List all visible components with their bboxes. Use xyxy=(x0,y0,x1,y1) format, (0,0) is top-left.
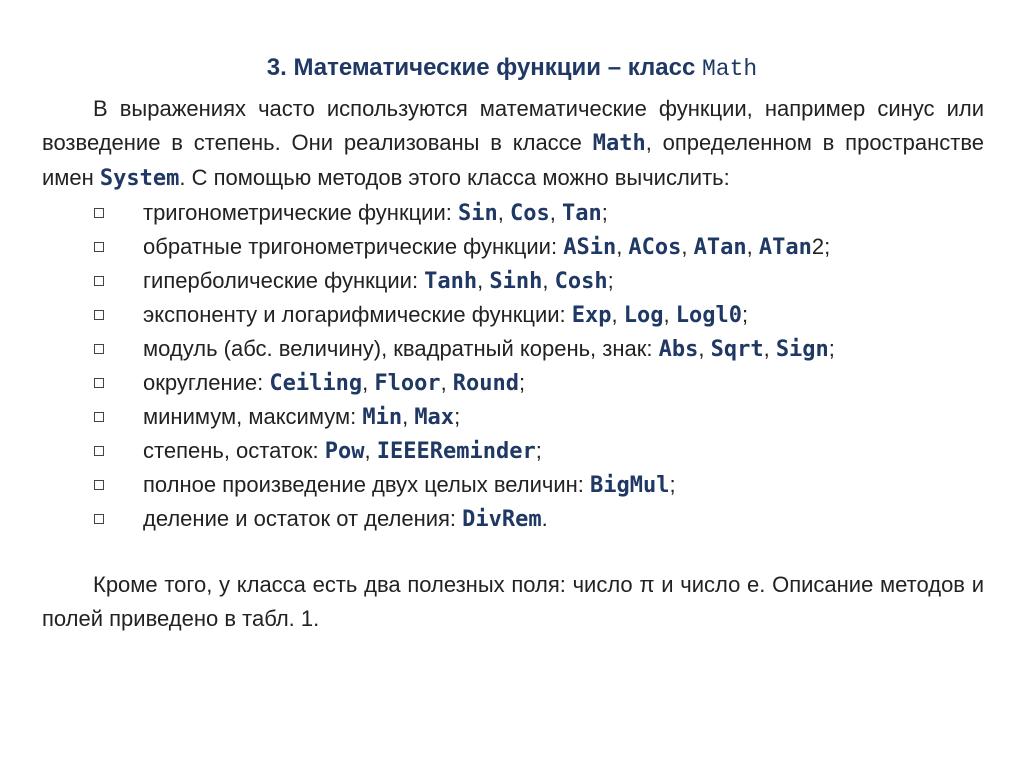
method-keyword: ATan xyxy=(693,235,747,260)
separator: , xyxy=(497,200,510,225)
separator: , xyxy=(440,370,453,395)
item-text: степень, остаток: xyxy=(143,438,325,463)
title-text: 3. Математические функции – класс xyxy=(266,54,702,81)
separator: , xyxy=(402,404,415,429)
intro-keyword-math: Math xyxy=(592,131,646,156)
method-keyword: DivRem xyxy=(462,507,542,532)
method-keyword: BigMul xyxy=(590,473,670,498)
method-keyword: Logl0 xyxy=(675,303,742,328)
outro-paragraph: Кроме того, у класса есть два полезных поля: число π и число е. Описание методов и полей приведено в табл. 1. xyxy=(42,572,984,631)
item-text: округление: xyxy=(143,370,270,395)
separator: , xyxy=(763,336,776,361)
square-bullet-icon xyxy=(94,480,104,490)
method-keyword: Max xyxy=(414,405,455,430)
method-keyword: Sign xyxy=(775,337,829,362)
item-text: тригонометрические функции: xyxy=(143,200,458,225)
item-tail: 2 xyxy=(811,234,825,259)
method-keyword: ATan xyxy=(758,235,812,260)
method-keyword: Min xyxy=(362,405,403,430)
list-item xyxy=(42,366,984,400)
list-item xyxy=(42,332,984,366)
method-keyword: Sqrt xyxy=(710,337,764,362)
intro-text-2: , определенном в пространстве имен xyxy=(42,130,984,190)
method-keyword: Round xyxy=(452,371,520,396)
square-bullet-icon xyxy=(94,412,104,422)
square-bullet-icon xyxy=(94,276,104,286)
separator: , xyxy=(698,336,711,361)
method-keyword: Tan xyxy=(561,201,602,226)
item-end: ; xyxy=(607,268,614,293)
list-item xyxy=(42,400,984,434)
square-bullet-icon xyxy=(94,310,104,320)
square-bullet-icon xyxy=(94,514,104,524)
intro-paragraph xyxy=(42,92,984,196)
item-end: . xyxy=(541,506,548,531)
square-bullet-icon xyxy=(94,344,104,354)
method-keyword: Tanh xyxy=(424,269,478,294)
item-end: ; xyxy=(824,234,831,259)
separator: , xyxy=(611,302,624,327)
method-keyword: Floor xyxy=(374,371,441,396)
intro-text-1: В выражениях часто используются математические функции, например синус или возведение в степень. Они реализованы в классе xyxy=(42,96,984,155)
item-end: ; xyxy=(741,302,749,327)
page-title xyxy=(0,52,1024,85)
title-code: Math xyxy=(702,56,758,82)
list-item xyxy=(42,502,984,536)
separator: , xyxy=(477,268,490,293)
method-keyword: Cosh xyxy=(554,269,608,294)
spacer xyxy=(42,536,984,568)
separator: , xyxy=(681,234,694,259)
item-end: ; xyxy=(828,336,835,361)
separator: , xyxy=(746,234,759,259)
item-text: экспоненту и логарифмические функции: xyxy=(143,302,572,327)
separator: , xyxy=(663,302,676,327)
separator: , xyxy=(549,200,562,225)
list-item xyxy=(42,264,984,298)
method-keyword: Cos xyxy=(509,201,550,226)
square-bullet-icon xyxy=(94,242,104,252)
list-item xyxy=(42,298,984,332)
method-keyword: Ceiling xyxy=(269,371,363,396)
method-keyword: ASin xyxy=(563,235,617,260)
item-text: обратные тригонометрические функции: xyxy=(143,234,564,259)
list-item xyxy=(42,434,984,468)
item-end: ; xyxy=(669,472,676,497)
method-keyword: Pow xyxy=(324,439,365,464)
item-end: ; xyxy=(535,438,542,463)
separator: , xyxy=(364,438,377,463)
method-keyword: IEEEReminder xyxy=(376,439,536,464)
item-end: ; xyxy=(454,404,461,429)
method-keyword: Log xyxy=(623,303,664,328)
method-keyword: ACos xyxy=(628,235,682,260)
method-keyword: Abs xyxy=(658,337,699,362)
item-text: гиперболические функции: xyxy=(143,268,425,293)
item-end: ; xyxy=(601,200,608,225)
item-text: модуль (абс. величину), квадратный корень, знак: xyxy=(143,336,659,361)
slide-body xyxy=(42,92,984,636)
intro-text-3: . С помощью методов этого класса можно вычислить: xyxy=(179,165,730,190)
list-item xyxy=(42,468,984,502)
item-text: минимум, максимум: xyxy=(143,404,363,429)
separator: , xyxy=(616,234,629,259)
separator: , xyxy=(542,268,555,293)
square-bullet-icon xyxy=(94,208,104,218)
item-text: полное произведение двух целых величин: xyxy=(143,472,591,497)
method-keyword: Exp xyxy=(571,303,612,328)
square-bullet-icon xyxy=(94,446,104,456)
separator: , xyxy=(362,370,375,395)
intro-keyword-system: System xyxy=(99,166,180,191)
list-item xyxy=(42,196,984,230)
item-end: ; xyxy=(519,370,526,395)
function-list xyxy=(42,196,984,536)
method-keyword: Sinh xyxy=(489,269,543,294)
item-text: деление и остаток от деления: xyxy=(143,506,463,531)
square-bullet-icon xyxy=(94,378,104,388)
method-keyword: Sin xyxy=(457,201,498,226)
list-item xyxy=(42,230,984,264)
